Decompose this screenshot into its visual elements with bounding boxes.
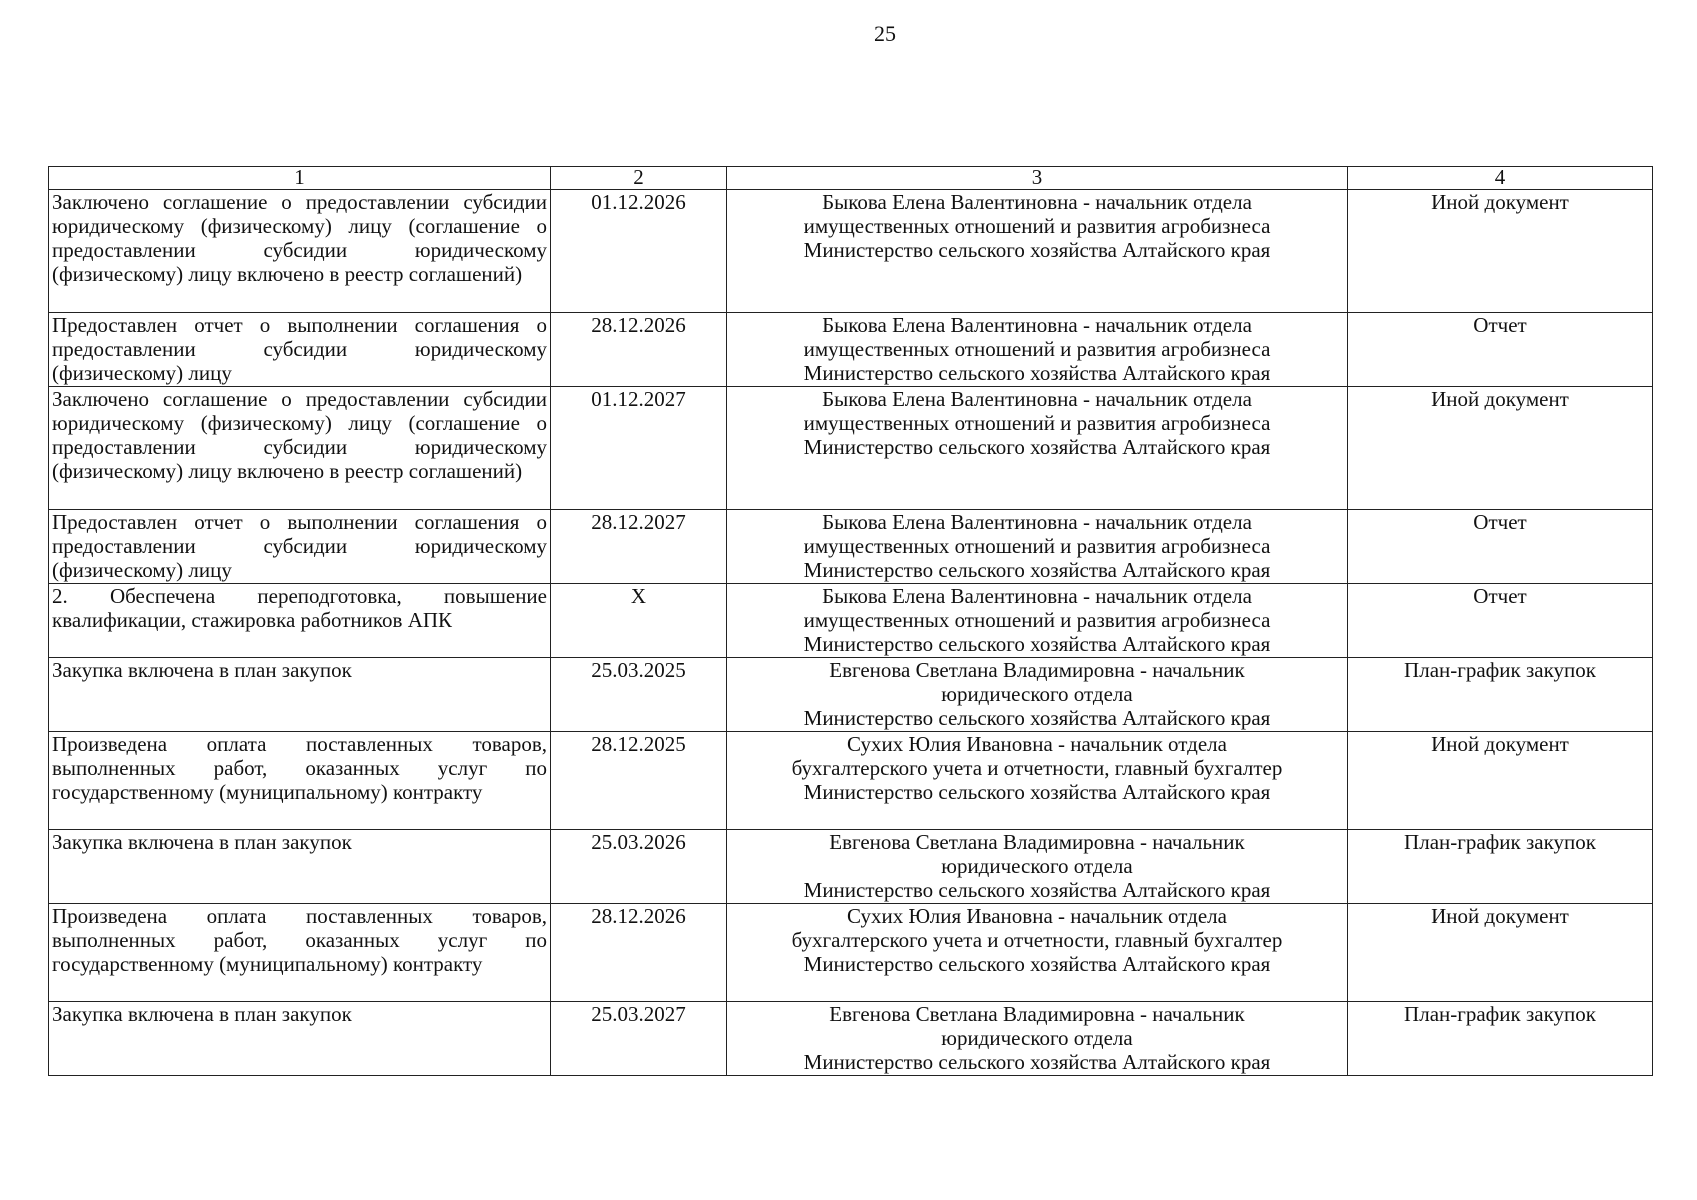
document-type: Отчет [1348,313,1653,387]
responsible-person: Быкова Елена Валентиновна - начальник отдела имущественных отношений и развития агробизнеса Министерство сельского хозяйства Алтайского края [727,510,1348,584]
event-date: 01.12.2027 [551,387,727,510]
document-type: Иной документ [1348,190,1653,313]
column-header-3: 3 [727,167,1348,190]
event-date: 01.12.2026 [551,190,727,313]
event-description: Закупка включена в план закупок [49,1002,551,1076]
document-type: Отчет [1348,584,1653,658]
document-type: План-график закупок [1348,658,1653,732]
event-description: Заключено соглашение о предоставлении субсидии юридическому (физическому) лицу (соглашение о предоставлении субсидии юридическому (физическому) лицу включено в реестр соглашений) [49,387,551,510]
table-header-row [49,167,1653,190]
table-row [49,904,1653,1002]
document-type: Иной документ [1348,904,1653,1002]
event-description: Закупка включена в план закупок [49,658,551,732]
responsible-person: Быкова Елена Валентиновна - начальник отдела имущественных отношений и развития агробизнеса Министерство сельского хозяйства Алтайского края [727,387,1348,510]
event-description: Закупка включена в план закупок [49,830,551,904]
responsible-person: Сухих Юлия Ивановна - начальник отдела бухгалтерского учета и отчетности, главный бухгалтер Министерство сельского хозяйства Алтайского края [727,732,1348,830]
document-type: Отчет [1348,510,1653,584]
event-date: 25.03.2027 [551,1002,727,1076]
event-description: Предоставлен отчет о выполнении соглашения о предоставлении субсидии юридическому (физическому) лицу [49,510,551,584]
document-type: Иной документ [1348,387,1653,510]
event-date: X [551,584,727,658]
event-description: Произведена оплата поставленных товаров, выполненных работ, оказанных услуг по государственному (муниципальному) контракту [49,732,551,830]
event-description: Предоставлен отчет о выполнении соглашения о предоставлении субсидии юридическому (физическому) лицу [49,313,551,387]
table-row [49,313,1653,387]
event-description: 2. Обеспечена переподготовка, повышение квалификации, стажировка работников АПК [49,584,551,658]
responsible-person: Быкова Елена Валентиновна - начальник отдела имущественных отношений и развития агробизнеса Министерство сельского хозяйства Алтайского края [727,313,1348,387]
event-date: 25.03.2025 [551,658,727,732]
table-row [49,732,1653,830]
event-description: Заключено соглашение о предоставлении субсидии юридическому (физическому) лицу (соглашение о предоставлении субсидии юридическому (физическому) лицу включено в реестр соглашений) [49,190,551,313]
responsible-person: Быкова Елена Валентиновна - начальник отдела имущественных отношений и развития агробизнеса Министерство сельского хозяйства Алтайского края [727,190,1348,313]
event-date: 28.12.2026 [551,313,727,387]
table-row [49,387,1653,510]
column-header-1: 1 [49,167,551,190]
event-date: 28.12.2027 [551,510,727,584]
event-date: 28.12.2026 [551,904,727,1002]
document-type: План-график закупок [1348,1002,1653,1076]
table-row [49,510,1653,584]
responsible-person: Евгенова Светлана Владимировна - начальник юридического отдела Министерство сельского хозяйства Алтайского края [727,1002,1348,1076]
event-date: 25.03.2026 [551,830,727,904]
responsible-person: Евгенова Светлана Владимировна - начальник юридического отдела Министерство сельского хозяйства Алтайского края [727,830,1348,904]
document-type: План-график закупок [1348,830,1653,904]
page-number: 25 [874,21,896,46]
table-row [49,190,1653,313]
responsible-person: Быкова Елена Валентиновна - начальник отдела имущественных отношений и развития агробизнеса Министерство сельского хозяйства Алтайского края [727,584,1348,658]
responsible-person: Сухих Юлия Ивановна - начальник отдела бухгалтерского учета и отчетности, главный бухгалтер Министерство сельского хозяйства Алтайского края [727,904,1348,1002]
column-header-4: 4 [1348,167,1653,190]
column-header-2: 2 [551,167,727,190]
plan-table [48,166,1653,1076]
table-row [49,658,1653,732]
event-description: Произведена оплата поставленных товаров, выполненных работ, оказанных услуг по государственному (муниципальному) контракту [49,904,551,1002]
table-row [49,830,1653,904]
table-row [49,584,1653,658]
event-date: 28.12.2025 [551,732,727,830]
document-type: Иной документ [1348,732,1653,830]
responsible-person: Евгенова Светлана Владимировна - начальник юридического отдела Министерство сельского хозяйства Алтайского края [727,658,1348,732]
table-row [49,1002,1653,1076]
